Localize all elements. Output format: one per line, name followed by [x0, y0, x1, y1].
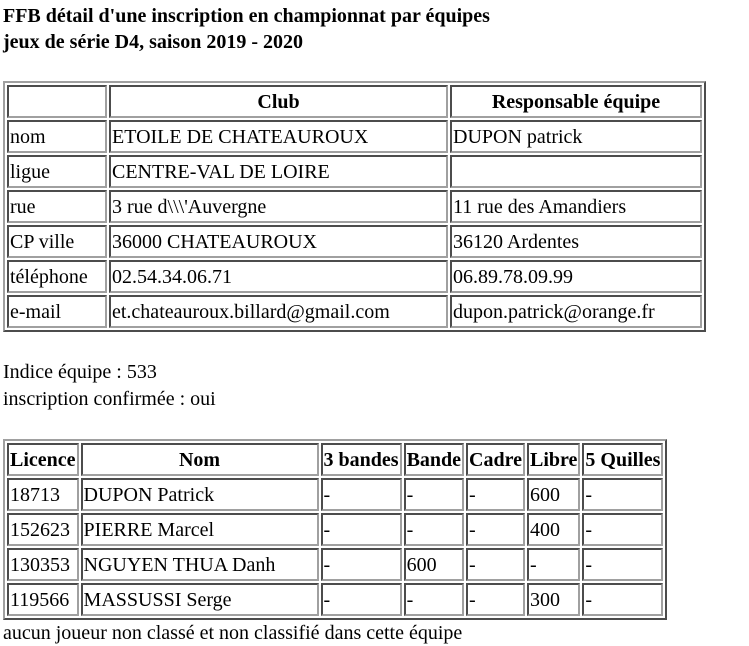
table-header-row [7, 85, 702, 118]
table-header-cell: 3 bandes [321, 443, 402, 476]
table-row [7, 260, 702, 293]
table-header-cell: Libre [527, 443, 580, 476]
table-header-row [7, 443, 663, 476]
row-label: téléphone [7, 260, 107, 293]
value-cell: - [404, 513, 464, 546]
value-cell: - [582, 548, 663, 581]
value-cell: - [321, 548, 402, 581]
value-cell: - [582, 478, 663, 511]
club-value: ETOILE DE CHATEAUROUX [109, 120, 448, 153]
row-label: CP ville [7, 225, 107, 258]
row-label: rue [7, 190, 107, 223]
row-label: ligue [7, 155, 107, 188]
value-cell: - [466, 478, 525, 511]
value-cell: - [582, 513, 663, 546]
value-cell: - [527, 548, 580, 581]
club-info-table [3, 81, 706, 332]
value-cell: - [466, 583, 525, 616]
club-value: CENTRE-VAL DE LOIRE [109, 155, 448, 188]
club-value: 02.54.34.06.71 [109, 260, 448, 293]
title-line-1: FFB détail d'une inscription en championnat par équipes [3, 5, 490, 27]
licence-cell: 130353 [7, 548, 79, 581]
value-cell: - [404, 478, 464, 511]
name-cell: NGUYEN THUA Danh [81, 548, 319, 581]
value-cell: 600 [527, 478, 580, 511]
value-cell: - [321, 478, 402, 511]
value-cell: - [582, 583, 663, 616]
table-row [7, 155, 702, 188]
page-title [3, 3, 490, 55]
players-table [3, 439, 667, 620]
licence-cell: 18713 [7, 478, 79, 511]
club-value: 3 rue d\\\'Auvergne [109, 190, 448, 223]
responsable-value: 36120 Ardentes [450, 225, 702, 258]
table-row [7, 478, 663, 511]
team-info [3, 359, 216, 413]
inscription-status: inscription confirmée : oui [3, 388, 216, 410]
table-header-cell [7, 85, 107, 118]
responsable-value [450, 155, 702, 188]
table-row [7, 548, 663, 581]
value-cell: - [466, 548, 525, 581]
title-line-2: jeux de série D4, saison 2019 - 2020 [3, 31, 303, 53]
table-header-cell: Club [109, 85, 448, 118]
value-cell: 300 [527, 583, 580, 616]
row-label: nom [7, 120, 107, 153]
table-header-cell: Responsable équipe [450, 85, 702, 118]
responsable-value: DUPON patrick [450, 120, 702, 153]
table-row [7, 513, 663, 546]
table-header-cell: Cadre [466, 443, 525, 476]
table-header-cell: Licence [7, 443, 79, 476]
table-header-cell: Nom [81, 443, 319, 476]
responsable-value: dupon.patrick@orange.fr [450, 295, 702, 328]
footer-note: aucun joueur non classé et non classifié dans cette équipe [3, 622, 463, 644]
team-index: Indice équipe : 533 [3, 361, 157, 383]
row-label: e-mail [7, 295, 107, 328]
club-value: et.chateauroux.billard@gmail.com [109, 295, 448, 328]
club-value: 36000 CHATEAUROUX [109, 225, 448, 258]
value-cell: 400 [527, 513, 580, 546]
value-cell: - [321, 513, 402, 546]
value-cell: - [404, 583, 464, 616]
name-cell: DUPON Patrick [81, 478, 319, 511]
value-cell: - [321, 583, 402, 616]
table-row [7, 583, 663, 616]
name-cell: PIERRE Marcel [81, 513, 319, 546]
responsable-value: 06.89.78.09.99 [450, 260, 702, 293]
table-row [7, 120, 702, 153]
licence-cell: 119566 [7, 583, 79, 616]
table-row [7, 190, 702, 223]
table-header-cell: Bande [404, 443, 464, 476]
table-header-cell: 5 Quilles [582, 443, 663, 476]
table-row [7, 295, 702, 328]
table-row [7, 225, 702, 258]
licence-cell: 152623 [7, 513, 79, 546]
responsable-value: 11 rue des Amandiers [450, 190, 702, 223]
value-cell: 600 [404, 548, 464, 581]
name-cell: MASSUSSI Serge [81, 583, 319, 616]
value-cell: - [466, 513, 525, 546]
